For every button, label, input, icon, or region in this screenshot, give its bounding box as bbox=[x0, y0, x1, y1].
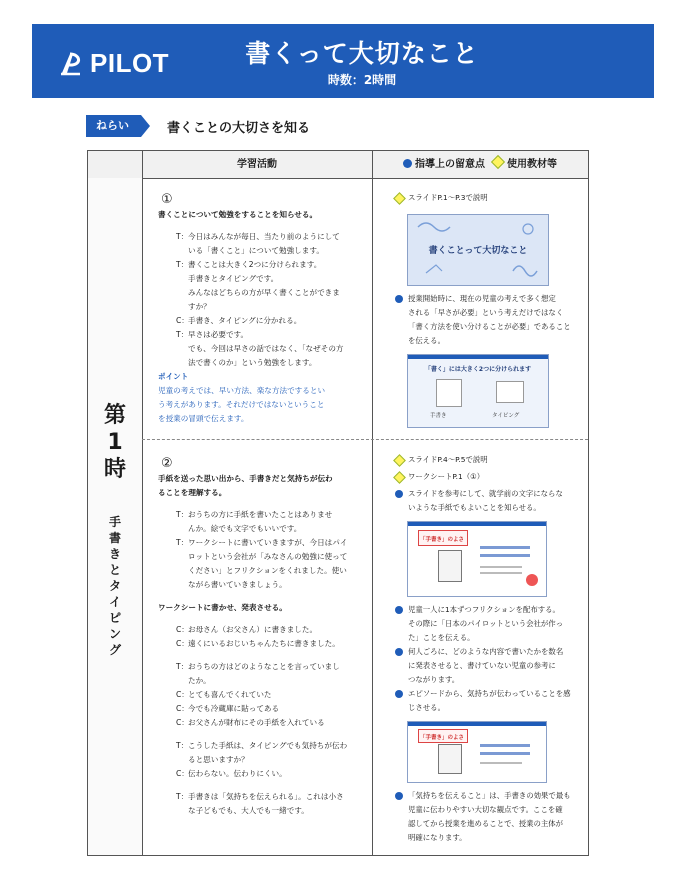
dialogue-text: 手書きは「気持ちを伝えられる」。これは小さ bbox=[188, 792, 344, 801]
speaker-label bbox=[176, 564, 188, 578]
dot-icon bbox=[395, 490, 403, 498]
table-header bbox=[88, 151, 588, 179]
diamond-icon bbox=[393, 454, 406, 467]
material-item bbox=[395, 453, 581, 470]
speaker-label: C： bbox=[176, 718, 189, 727]
note-item bbox=[395, 603, 581, 645]
speaker-label: T： bbox=[176, 662, 189, 671]
dialogue-text: お母さん（お父さん）に書きました。 bbox=[188, 625, 318, 634]
aim-text: 書くことの大切さを知る bbox=[167, 120, 311, 136]
text-line: 「気持ちを伝えること」は、手書きの効果で最も bbox=[408, 791, 571, 800]
slide-thumbnail-2 bbox=[407, 354, 549, 428]
session-char-1: 第 bbox=[103, 403, 126, 428]
dialogue-text: 今でも冷蔵庫に貼ってある bbox=[188, 704, 280, 713]
dot-icon bbox=[395, 690, 403, 698]
dialogue-text: 手書き、タイピングに分かれる。 bbox=[188, 316, 302, 325]
dialogue-text: な子どもでも、大人でも一緒です。 bbox=[188, 806, 309, 815]
dialogue-text: 法で書くのか」という勉強をします。 bbox=[188, 358, 317, 367]
dialogue-text: ると思いますか？ bbox=[188, 755, 249, 764]
speaker-label: T： bbox=[176, 792, 189, 801]
text-line: 児童に伝わりやすい大切な観点です。ここを確 bbox=[408, 805, 563, 814]
text-line: じさせる。 bbox=[408, 703, 445, 712]
dialogue-list bbox=[158, 739, 372, 781]
dialogue-line bbox=[158, 258, 372, 272]
note-text bbox=[408, 292, 571, 348]
dialogue-text: お父さんが財布にその手紙を入れている bbox=[188, 718, 325, 727]
guide-part-2 bbox=[395, 453, 581, 845]
dialogue-line bbox=[158, 804, 372, 818]
dialogue-line bbox=[158, 328, 372, 342]
dialogue-line bbox=[158, 767, 372, 781]
text-line: 認してから授業を進めることで、授業の主体が bbox=[408, 819, 564, 828]
note-text bbox=[408, 487, 563, 515]
dialogue-text: 手書きとタイピングです。 bbox=[188, 274, 279, 283]
material-text: スライドP.4～P.5で説明 bbox=[408, 455, 488, 464]
dialogue-line bbox=[158, 230, 372, 244]
dialogue-text: 遠くにいるおじいちゃんたちに書きました。 bbox=[188, 639, 340, 648]
text-line: スライドを参考にして、就学前の文字にならな bbox=[408, 489, 563, 498]
dialogue-text: ロットという会社が「みなさんの勉強に使って bbox=[188, 552, 348, 561]
dialogue-line bbox=[158, 790, 372, 804]
text-line: 何人ごろに、どのような内容で書いたかを数名 bbox=[408, 647, 564, 656]
dialogue-line bbox=[158, 753, 372, 767]
guide-column-header bbox=[372, 151, 588, 178]
dialogue-line bbox=[158, 660, 372, 674]
text-line: う考えがあります。それだけではないということ bbox=[158, 400, 325, 409]
dialogue-text: 今日はみんなが毎日、当たり前のようにして bbox=[188, 232, 340, 241]
speaker-label bbox=[176, 550, 188, 564]
speaker-label: T： bbox=[176, 510, 189, 519]
dialogue-line bbox=[158, 272, 372, 286]
section-divider bbox=[142, 439, 588, 440]
dialogue-text: こうした手紙は、タイピングでも気持ちが伝わ bbox=[188, 741, 348, 750]
dialogue-line bbox=[158, 637, 372, 651]
dialogue-line bbox=[158, 623, 372, 637]
text-line: 児童の考えでは、早い方法、楽な方法でするとい bbox=[158, 386, 326, 395]
text-line: に発表させると、書けていない児童の参考に bbox=[408, 661, 556, 670]
dialogue-line bbox=[158, 244, 372, 258]
speaker-label: T： bbox=[176, 330, 189, 339]
text-line: される「早さが必要」という考えだけではなく bbox=[408, 308, 564, 317]
dialogue-line bbox=[158, 716, 372, 730]
dialogue-line bbox=[158, 300, 372, 314]
dot-icon bbox=[395, 792, 403, 800]
session-label: 手書きとタイピング bbox=[108, 515, 121, 657]
note-dot-icon bbox=[403, 159, 412, 168]
part-number: ② bbox=[161, 456, 173, 471]
activity-lead: 手紙を送った思い出から、手書きだと気持ちが伝わ bbox=[158, 474, 333, 483]
dialogue-text: おうちの方はどのようなことを言っていまし bbox=[188, 662, 340, 671]
aim-row bbox=[86, 115, 310, 137]
point-text bbox=[158, 384, 372, 426]
speaker-label: T： bbox=[176, 232, 189, 241]
dialogue-text: んか。絵でも文字でもいいです。 bbox=[188, 524, 302, 533]
guide-part-1 bbox=[395, 191, 581, 434]
speaker-label: T： bbox=[176, 260, 189, 269]
dialogue-line bbox=[158, 564, 372, 578]
slide-caption: 書くことって大切なこと bbox=[428, 246, 528, 256]
material-item bbox=[395, 470, 581, 487]
dialogue-text: みんなはどちらの方が早く書くことができま bbox=[188, 288, 340, 297]
keyboard-image bbox=[496, 381, 524, 403]
dialogue-line bbox=[158, 550, 372, 564]
dot-icon bbox=[395, 606, 403, 614]
dialogue-line bbox=[158, 578, 372, 592]
note-text bbox=[408, 687, 571, 715]
page-header bbox=[32, 24, 654, 98]
text-line: た」ことを伝える。 bbox=[408, 633, 475, 642]
diamond-icon bbox=[393, 471, 406, 484]
session-cell bbox=[88, 178, 142, 855]
speaker-label: C： bbox=[176, 690, 189, 699]
dialogue-list bbox=[158, 230, 372, 370]
note-item bbox=[395, 645, 581, 687]
note-item bbox=[395, 292, 581, 348]
dialogue-line bbox=[158, 702, 372, 716]
speaker-label bbox=[176, 244, 188, 258]
note-item bbox=[395, 487, 581, 515]
text-line: 授業開始時に、現在の児童の考えで多く想定 bbox=[408, 294, 556, 303]
dialogue-text: でも、今回は早さの話ではなく、「なぜその方 bbox=[188, 344, 344, 353]
dialogue-line bbox=[158, 314, 372, 328]
dialogue-line bbox=[158, 356, 372, 370]
speaker-label bbox=[176, 356, 188, 370]
dialogue-line bbox=[158, 674, 372, 688]
guide-col-label-a: 指導上の留意点 bbox=[415, 159, 485, 170]
lesson-table bbox=[87, 150, 589, 856]
activity-part-1 bbox=[158, 192, 372, 426]
dialogue-text: 伝わらない。伝わりにくい。 bbox=[188, 769, 287, 778]
session-char-2: 1 bbox=[107, 430, 123, 455]
dialogue-text: ながら書いていきましょう。 bbox=[188, 580, 287, 589]
text-line: を授業の冒頭で伝えます。 bbox=[158, 414, 249, 423]
slide-thumbnail-3 bbox=[407, 521, 547, 597]
dialogue-line bbox=[158, 508, 372, 522]
speaker-label bbox=[176, 674, 188, 688]
dialogue-text: おうちの方に手紙を書いたことはありませ bbox=[188, 510, 333, 519]
speaker-label: C： bbox=[176, 316, 189, 325]
pilot-mark-icon bbox=[58, 51, 84, 77]
dialogue-text: ワークシートに書いていきますが、今日はパイ bbox=[188, 538, 348, 547]
speaker-label bbox=[176, 578, 188, 592]
aim-tag: ねらい bbox=[86, 115, 141, 137]
activity-lead: ることを理解する。 bbox=[158, 488, 227, 497]
dialogue-text: いる「書くこと」について勉強します。 bbox=[188, 246, 324, 255]
pilot-logo bbox=[58, 48, 169, 79]
activity-lead: 書くことについて勉強をすることを知らせる。 bbox=[158, 210, 318, 219]
slide-label-right: タイピング bbox=[492, 413, 520, 419]
note-text bbox=[408, 603, 563, 645]
slide-caption: 「手書き」のよさ bbox=[419, 735, 464, 741]
activity-part-2 bbox=[158, 456, 372, 818]
speaker-label: T： bbox=[176, 741, 189, 750]
dialogue-text: とても喜んでくれていた bbox=[188, 690, 272, 699]
note-text bbox=[408, 645, 563, 687]
speaker-label: C： bbox=[176, 639, 189, 648]
session-char-3: 時 bbox=[103, 457, 126, 482]
text-line: つながります。 bbox=[408, 675, 460, 684]
speaker-label bbox=[176, 300, 188, 314]
speaker-label bbox=[176, 286, 188, 300]
slide-label-left: 手書き bbox=[430, 413, 447, 419]
text-line: 「書く方法を使い分けることが必要」であること bbox=[408, 322, 571, 331]
page-title: 書くって大切なこと bbox=[245, 39, 479, 68]
point-label: ポイント bbox=[158, 372, 189, 381]
dot-icon bbox=[395, 648, 403, 656]
material-text: ワークシートP.1（①） bbox=[408, 472, 485, 481]
note-text bbox=[408, 789, 571, 845]
session-number bbox=[99, 402, 131, 483]
dialogue-line bbox=[158, 739, 372, 753]
dialogue-text: たか。 bbox=[188, 676, 211, 685]
text-line: その際に「日本のパイロットという会社が作っ bbox=[408, 619, 564, 628]
dialogue-list bbox=[158, 623, 372, 651]
divider bbox=[372, 151, 373, 855]
speaker-label bbox=[176, 753, 188, 767]
note-item bbox=[395, 687, 581, 715]
divider bbox=[142, 151, 143, 855]
slide-thumbnail-1 bbox=[407, 214, 549, 286]
dot-icon bbox=[395, 295, 403, 303]
dialogue-text: 書くことは大きく2つに分けられます。 bbox=[188, 260, 322, 269]
note-item bbox=[395, 789, 581, 845]
dialogue-line bbox=[158, 536, 372, 550]
material-item: スライドP.1～P.3で説明 bbox=[395, 191, 581, 208]
text-line: 児童一人に1本ずつフリクションを配布する。 bbox=[408, 605, 560, 614]
part-number: ① bbox=[161, 192, 173, 207]
dialogue-list bbox=[158, 790, 372, 818]
dialogue-line bbox=[158, 286, 372, 300]
speaker-label: C： bbox=[176, 769, 189, 778]
text-line: エピソードから、気持ちが伝わっていることを感 bbox=[408, 689, 571, 698]
note-list bbox=[395, 603, 581, 715]
activity-lead: ワークシートに書かせ、発表させる。 bbox=[158, 603, 287, 612]
page-subtitle: 時数：2時間 bbox=[327, 73, 397, 87]
speaker-label bbox=[176, 342, 188, 356]
material-diamond-icon bbox=[491, 155, 505, 169]
guide-col-label-b: 使用教材等 bbox=[507, 159, 557, 170]
diamond-icon bbox=[393, 192, 406, 205]
letter-image bbox=[438, 550, 462, 582]
dialogue-text: すか？ bbox=[188, 302, 211, 311]
slide-caption: 「手書き」のよさ bbox=[419, 537, 464, 543]
logo-text: PILOT bbox=[90, 48, 170, 78]
speaker-label bbox=[176, 522, 188, 536]
letter-image bbox=[438, 744, 462, 774]
speaker-label: T： bbox=[176, 538, 189, 547]
speaker-label bbox=[176, 272, 188, 286]
text-line: いような手紙でもよいことを知らせる。 bbox=[408, 503, 541, 512]
speaker-label: C： bbox=[176, 704, 189, 713]
speaker-label bbox=[176, 804, 188, 818]
dialogue-list bbox=[158, 508, 372, 592]
dialogue-text: 早さは必要です。 bbox=[188, 330, 249, 339]
text-line: を伝える。 bbox=[408, 336, 445, 345]
slide-thumbnail-4 bbox=[407, 721, 547, 783]
handwriting-image bbox=[436, 379, 462, 407]
text-line: 明確になります。 bbox=[408, 833, 467, 842]
speaker-label: C： bbox=[176, 625, 189, 634]
dialogue-list bbox=[158, 660, 372, 730]
dialogue-line bbox=[158, 342, 372, 356]
material-list bbox=[395, 453, 581, 487]
dialogue-line bbox=[158, 522, 372, 536]
activity-column-header: 学習活動 bbox=[237, 159, 277, 170]
slide-caption: 「書く」には大きく2つに分けられます bbox=[424, 366, 532, 373]
dialogue-line bbox=[158, 688, 372, 702]
dialogue-text: ください」とフリクションをくれました。使い bbox=[188, 566, 347, 575]
character-icon bbox=[526, 574, 538, 586]
